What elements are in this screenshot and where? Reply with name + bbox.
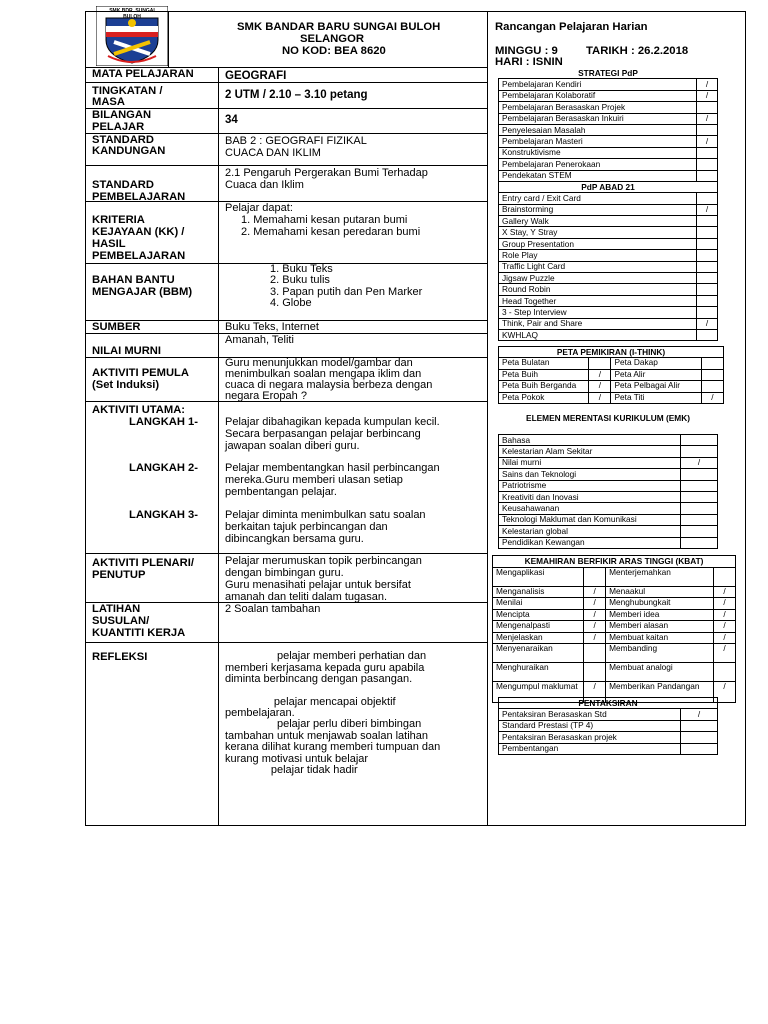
kbat-row: Mengaplikasi Menterjemahkan [493,568,736,587]
label-source: SUMBER [92,321,141,333]
day-label: HARI : ISNIN [495,56,563,68]
pdp21-row: Brainstorming / [499,204,718,215]
label-induction: AKTIVITI PEMULA [92,367,189,379]
pdp21-row: Role Play [499,250,718,261]
ithink-table: PETA PEMIKIRAN (I-THINK) Peta Bulatan Peta Dakap Peta Buih / Peta Alir Peta Buih Berganda / Peta Pelbagai Alir Peta Pokok / Peta Titi / [498,346,724,404]
pdp21-row: Entry card / Exit Card [499,193,718,204]
emk-row: Bahasa [499,435,718,446]
label-step-2: LANGKAH 2- [129,462,198,474]
kbat-row: Menyenaraikan Membanding / [493,643,736,662]
aid-item: 1. Buku Teks [270,263,333,275]
reflection-text: pelajar memberi perhatian dan memberi kerjasama kepada guru apabila diminta berbincang dengan pasangan. pelajar mencapai objektif pembelajaran. pelajar perlu diberi bimbingan tambahan untuk menjawab soalan latihan kerana dilihat kurang memberi tumpuan dan kurang motivasi untuk belajar pelajar tidak hadir [225,650,441,777]
value-source: Buku Teks, Internet [225,321,319,333]
label-teaching-aids: BAHAN BANTU [92,274,175,286]
value-students: 34 [225,114,238,126]
step-3-text: Pelajar diminta menimbulkan satu soalan [225,509,426,521]
emk-row: Kelestarian global [499,526,718,537]
strategy-row: Pembelajaran Berasaskan Inkuiri / [499,113,718,124]
kbat-row: Menghuraikan Membuat analogi [493,662,736,681]
emk-row: Nilai murni / [499,457,718,468]
strategy-table: STRATEGI PdP Pembelajaran Kendiri / Pembelajaran Kolaboratif / Pembelajaran Berasaskan Projek Pembelajaran Berasaskan Inkuiri / Penyelesaian Masalah Pembelajaran Masteri / Konstruktivisme Pembelajaran Penerokaan Pendekatan STEM PdP ABAD 21 Entry card / Exit Card Brainstorming / Gallery Walk X Stay, Y Stray Group Presentation Role Play Traffic Light Card Jigsaw Puzzle Round Robin Head Together 3 - Step Interview Think, Pair and Share / KWHLAQ [498,68,718,341]
ithink-row: Peta Buih / Peta Alir [499,369,724,380]
criteria-item: 2. Memahami kesan peredaran bumi [241,226,421,238]
ithink-row: Peta Bulatan Peta Dakap [499,358,724,369]
logo-divider [168,11,169,67]
assessment-row: Pentaksiran Berasaskan Std / [499,709,718,720]
label-students: BILANGAN [92,109,152,121]
induction-text: Guru menunjukkan model/gambar dan [225,357,413,369]
assessment-row: Pentaksiran Berasaskan projek [499,732,718,743]
kbat-table: KEMAHIRAN BERFIKIR ARAS TINGGI (KBAT) Mengaplikasi Menterjemahkan Menganalisis / Menaakul / Menilai / Menghubungkait / Mencipta / Memberi idea / Mengenalpasti / Memberi alasan / Menjelaskan / Membuat kaitan / Menyenaraikan Membanding / Menghuraikan Membuat analogi Mengumpul maklumat / Memberikan Pandangan / [492,555,736,703]
plan-title: Rancangan Pelajaran Harian [495,21,648,33]
assessment-row: Pembentangan [499,743,718,754]
col-divider-left [218,67,219,826]
emk-row: Sains dan Teknologi [499,469,718,480]
ithink-row: Peta Pokok / Peta Titi / [499,392,724,403]
kbat-row: Menilai / Menghubungkait / [493,598,736,609]
label-form: TINGKATAN / [92,85,163,97]
label-subject: MATA PELAJARAN [92,68,194,80]
assessment-table: PENTAKSIRAN Pentaksiran Berasaskan Std / Standard Prestasi (TP 4) Pentaksiran Berasaskan projek Pembentangan [498,697,718,755]
strategy-row: Pembelajaran Masteri / [499,136,718,147]
emk-row: Kelestarian Alam Sekitar [499,446,718,457]
aid-item: 2. Buku tulis [270,274,330,286]
emk-row: Teknologi Maklumat dan Komunikasi [499,514,718,525]
criteria-intro: Pelajar dapat: [225,202,293,214]
school-code: NO KOD: BEA 8620 [282,45,386,57]
emk-row: Keusahawanan [499,503,718,514]
pdp21-row: Gallery Walk [499,216,718,227]
strategy-row: Pembelajaran Kolaboratif / [499,90,718,101]
step-1-text: Pelajar dibahagikan kepada kumpulan kecil. [225,416,440,428]
label-values: NILAI MURNI [92,345,161,357]
value-form-time: 2 UTM / 2.10 – 3.10 petang [225,89,368,101]
emk-table: ELEMEN MERENTASI KURIKULUM (EMK) Bahasa Kelestarian Alam Sekitar Nilai murni / Sains dan Teknologi Patriotrisme Kreativiti dan Inovasi Keusahawanan Teknologi Maklumat dan Komunikasi Kelestarian global Pendidikan Kewangan [498,414,718,549]
pdp21-row: X Stay, Y Stray [499,227,718,238]
col-divider-right [487,11,488,826]
label-content-standard: STANDARD [92,134,154,146]
label-main-activity: AKTIVITI UTAMA: [92,404,186,416]
value-learning-standard: 2.1 Pengaruh Pergerakan Bumi Terhadap [225,167,428,179]
value-subject: GEOGRAFI [225,70,287,82]
strategy-row: Pembelajaran Kendiri / [499,79,718,90]
strategy-row: Pendekatan STEM [499,170,718,181]
value-follow-up: 2 Soalan tambahan [225,603,321,615]
school-state: SELANGOR [300,33,365,45]
kbat-row: Mengumpul maklumat / Memberikan Pandangan / [493,681,736,702]
emk-row: Kreativiti dan Inovasi [499,491,718,502]
date-label: TARIKH : 26.2.2018 [586,45,689,57]
kbat-row: Mencipta / Memberi idea / [493,609,736,620]
strategy-row: Penyelesaian Masalah [499,124,718,135]
label-step-1: LANGKAH 1- [129,416,198,428]
week-label: MINGGU : 9 [495,45,558,57]
pdp21-row: Head Together [499,295,718,306]
emk-row: Patriotrisme [499,480,718,491]
pdp21-row: Jigsaw Puzzle [499,273,718,284]
assessment-row: Standard Prestasi (TP 4) [499,720,718,731]
kbat-row: Mengenalpasti / Memberi alasan / [493,621,736,632]
step-2-text: Pelajar membentangkan hasil perbincangan [225,462,440,474]
strategy-row: Konstruktivisme [499,147,718,158]
label-reflection: REFLEKSI [92,651,148,663]
kbat-row: Menganalisis / Menaakul / [493,587,736,598]
kbat-row: Menjelaskan / Membuat kaitan / [493,632,736,643]
criteria-item: 1. Memahami kesan putaran bumi [241,214,408,226]
ithink-row: Peta Buih Berganda / Peta Pelbagai Alir [499,381,724,392]
pdp21-row: Traffic Light Card [499,261,718,272]
strategy-row: Pembelajaran Penerokaan [499,159,718,170]
aid-item: 3. Papan putih dan Pen Marker [270,286,423,298]
label-step-3: LANGKAH 3- [129,509,198,521]
strategy-row: Pembelajaran Berasaskan Projek [499,102,718,113]
pdp21-row: Group Presentation [499,238,718,249]
value-content-standard: BAB 2 : GEOGRAFI FIZIKAL [225,135,367,147]
logo-text: SMK BDR. SUNGAI BULOH [109,8,155,20]
pdp21-row: Round Robin [499,284,718,295]
pdp21-row: Think, Pair and Share / [499,318,718,329]
label-plenary: AKTIVITI PLENARI/ [92,557,194,569]
value-values: Amanah, Teliti [225,334,294,346]
pdp21-row: 3 - Step Interview [499,307,718,318]
aid-item: 4. Globe [270,297,312,309]
school-name: SMK BANDAR BARU SUNGAI BULOH [237,21,441,33]
label-follow-up: LATIHAN [92,603,141,615]
emk-row: Pendidikan Kewangan [499,537,718,548]
pdp21-row: KWHLAQ [499,329,718,340]
label-success-criteria: KRITERIA [92,214,145,226]
plenary-text: Pelajar merumuskan topik perbincangan [225,555,422,567]
label-learning-standard: STANDARD [92,179,154,191]
